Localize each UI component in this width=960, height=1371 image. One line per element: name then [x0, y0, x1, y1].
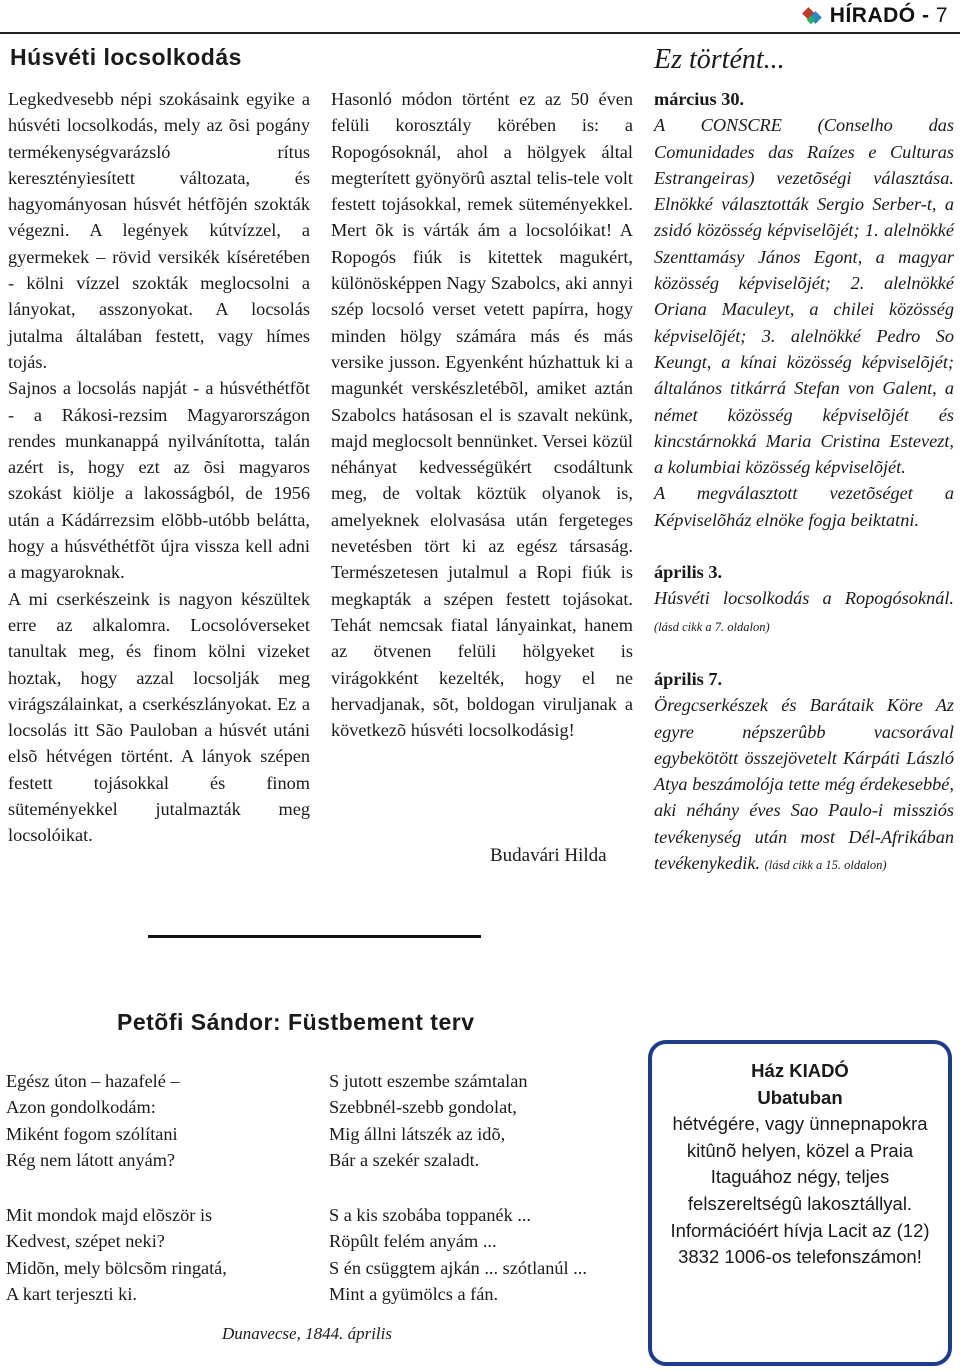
article-column-2: [331, 86, 633, 743]
poem-line: Mig állni látszék az idõ,: [329, 1123, 506, 1144]
event-text: Öregcserkészek és Barátaik Köre Az egyre népszerûbb vacsorával egybekötött összejövetelt Kárpáti László Atya beszámolója tette még érdekesebbé, aki néhány éves Sao Paulo-i missziós tevékenység után most Dél-Afrikában tevékenykedik.: [654, 695, 954, 874]
poem-stanza: [329, 1202, 587, 1308]
poem-line: S a kis szobába toppanék ...: [329, 1205, 532, 1225]
article-paragraph: A mi cserkészeink is nagyon készültek erre az alkalomra. Locsolóverseket tanultak meg, és finom kölni vizeket hoztak, hogy azzal locsolják meg virágszálainkat, a cserkészlányokat. Ez a locsolás itt São Pauloban a húsvét utáni elsõ hétvégen történt. A lányok szépen festett tojásokkal és finom süteményekkel jutalmazták meg locsolóikat.: [8, 588, 310, 846]
ad-body: hétvégére, vagy ünnepnapokra kitûnõ helyen, közel a Praia Itaguához négy, teljes felszereltségû lakosztállyal. Információért hívja Lacit az (12) 3832 1006-os telefonszámon!: [670, 1113, 930, 1268]
poem-line: Röpûlt felém anyám ...: [329, 1231, 497, 1252]
header-rule: [0, 32, 960, 34]
event-text-wrap: [654, 692, 954, 878]
event-date: március 30.: [654, 89, 745, 109]
event-reference: (lásd cikk a 15. oldalon): [764, 858, 887, 873]
article-paragraph: Legkedvesebb népi szokásaink egyike a húsvéti locsolkodás, mely az õsi pogány termékenységvarázsló rítus keresztényiesített változata, és hagyományosan húsvét hétfõjén szokták végezni. A legények kútvízzel, a gyermekek – rövid versikék kíséretében - kölni vízzel szokták meglocsolni a lányokat, asszonyokat. A locsolás jutalma általában festett, vagy hímes tojás.: [8, 89, 310, 372]
article-signature: Budavári Hilda: [490, 845, 607, 866]
poem-title: Petõfi Sándor: Füstbement terv: [117, 1009, 475, 1035]
page-number: 7: [935, 4, 948, 27]
event-text: Húsvéti locsolkodás a Ropogósoknál.: [654, 588, 954, 609]
event-reference: (lásd cikk a 7. oldalon): [654, 619, 770, 634]
poem-line: S én csüggtem ajkán ... szótlanúl ...: [329, 1257, 587, 1278]
poem-stanza: [6, 1068, 180, 1174]
event-text-wrap: [654, 585, 954, 640]
ad-location: Ubatuban: [757, 1086, 843, 1108]
article-paragraph: Sajnos a locsolás napját - a húsvéthétfõt - a Rákosi-rezsim Magyarországon rendes munkanappá nyilvánította, talán azért is, hogy ezt az õsi magyaros szokást kiölje a lakosságból, de 1956 után a Kádárrezsim elõbb-utóbb belátta, hogy a húsvéthétfõt újra vissza kell adni a magyaroknak.: [8, 378, 310, 583]
poem-line: A kart terjeszti ki.: [6, 1284, 137, 1305]
event-text: A CONSCRE (Conselho das Comunidades das Raízes e Culturas Estrangeiras) vezetõségi választása. Elnökké választották Sergio Serber-t, a zsidó közösség képviselõjét; 1. alelnökké Szenttamásy János Egont, a magyar közösség képviselõjét; 2. alelnökké Oriana Maculeyt, a chilei közösség képviselõjét; 3. alelnökké Pedro So Keungt, a kínai közösség képviselõjét; általános titkárrá Stefan von Galent, a német közösség képviselõjét és kincstárnokká Maria Cristina Estevezt, a kolumbiai közösség képviselõjét.: [654, 115, 954, 478]
poem-line: Kedvest, szépet neki?: [6, 1231, 165, 1252]
poem-line: Mit mondok majd elõször is: [6, 1205, 213, 1225]
event-date: április 7.: [654, 668, 723, 689]
article-column-1: [8, 86, 310, 849]
poem-line: Rég nem látott anyám?: [6, 1150, 176, 1171]
event-date: április 3.: [654, 562, 723, 583]
ad-headline: Ház KIADÓ: [751, 1060, 849, 1081]
poem-line: Mint a gyümölcs a fán.: [329, 1284, 499, 1305]
poem-stanza: [6, 1202, 227, 1308]
article-title: Húsvéti locsolkodás: [10, 44, 242, 70]
poem-line: Szebbnél-szebb gondolat,: [329, 1097, 517, 1118]
newsletter-name: HÍRADÓ: [829, 4, 916, 27]
logo-icon: [804, 7, 822, 25]
sidebar-title: Ez történt...: [654, 44, 785, 75]
poem-date: Dunavecse, 1844. április: [222, 1324, 392, 1343]
poem-line: Bár a szekér szaladt.: [329, 1150, 480, 1171]
poem-line: Midõn, mely bölcsõm ringatá,: [6, 1257, 227, 1278]
poem-stanza: [329, 1068, 528, 1174]
article-paragraph: Hasonló módon történt ez az 50 éven felüli korosztály körében is: a Ropogósoknál, ahol a hölgyek által megterített gyönyörû asztal telis-tele volt festett tojásokkal, remek süteményekkel. Mert õk is várták ám a locsolóikat! A Ropogós fiúk is kitettek magukért, különösképpen Nagy Szabolcs, aki annyi szép locsoló verset vetett papírra, hogy minden hölgy számára más és más versike jusson. Egyenként húzhattuk ki a magunkét verskészletébõl, amiket aztán Szabolcs hatásosan el is szavalt nekünk, majd meglocsolt bennünket. Versei közül néhányat kedvességükért csodáltunk meg, de voltak köztük olyanok is, amelyeknek elolvasása után fergeteges nevetésben tört ki az egész társaság. Természetesen jutalmul a Ropi fiúk is megkapták a szépen festett tojásokat. Tehát nemcsak fiatal lányainkat, hanem az ötvenen felüli hölgyeket is virágokként kezelték, hogy el ne hervadjanak, sõt, boldogan viruljanak a következõ húsvéti locsolkodásig!: [331, 89, 633, 741]
page-separator: -: [921, 4, 930, 27]
rental-ad-box: [648, 1040, 952, 1366]
event-text: A megválasztott vezetõséget a Képviselõház elnöke fogja beiktatni.: [654, 483, 954, 530]
sidebar-events: [654, 86, 954, 878]
newsletter-title: [830, 4, 948, 28]
poem-line: Miként fogom szólítani: [6, 1123, 178, 1144]
section-divider: [148, 935, 481, 938]
page-header: [804, 4, 948, 28]
poem-line: Egész úton – hazafelé –: [6, 1071, 180, 1091]
poem-line: S jutott eszembe számtalan: [329, 1071, 528, 1091]
poem-line: Azon gondolkodám:: [6, 1097, 156, 1118]
